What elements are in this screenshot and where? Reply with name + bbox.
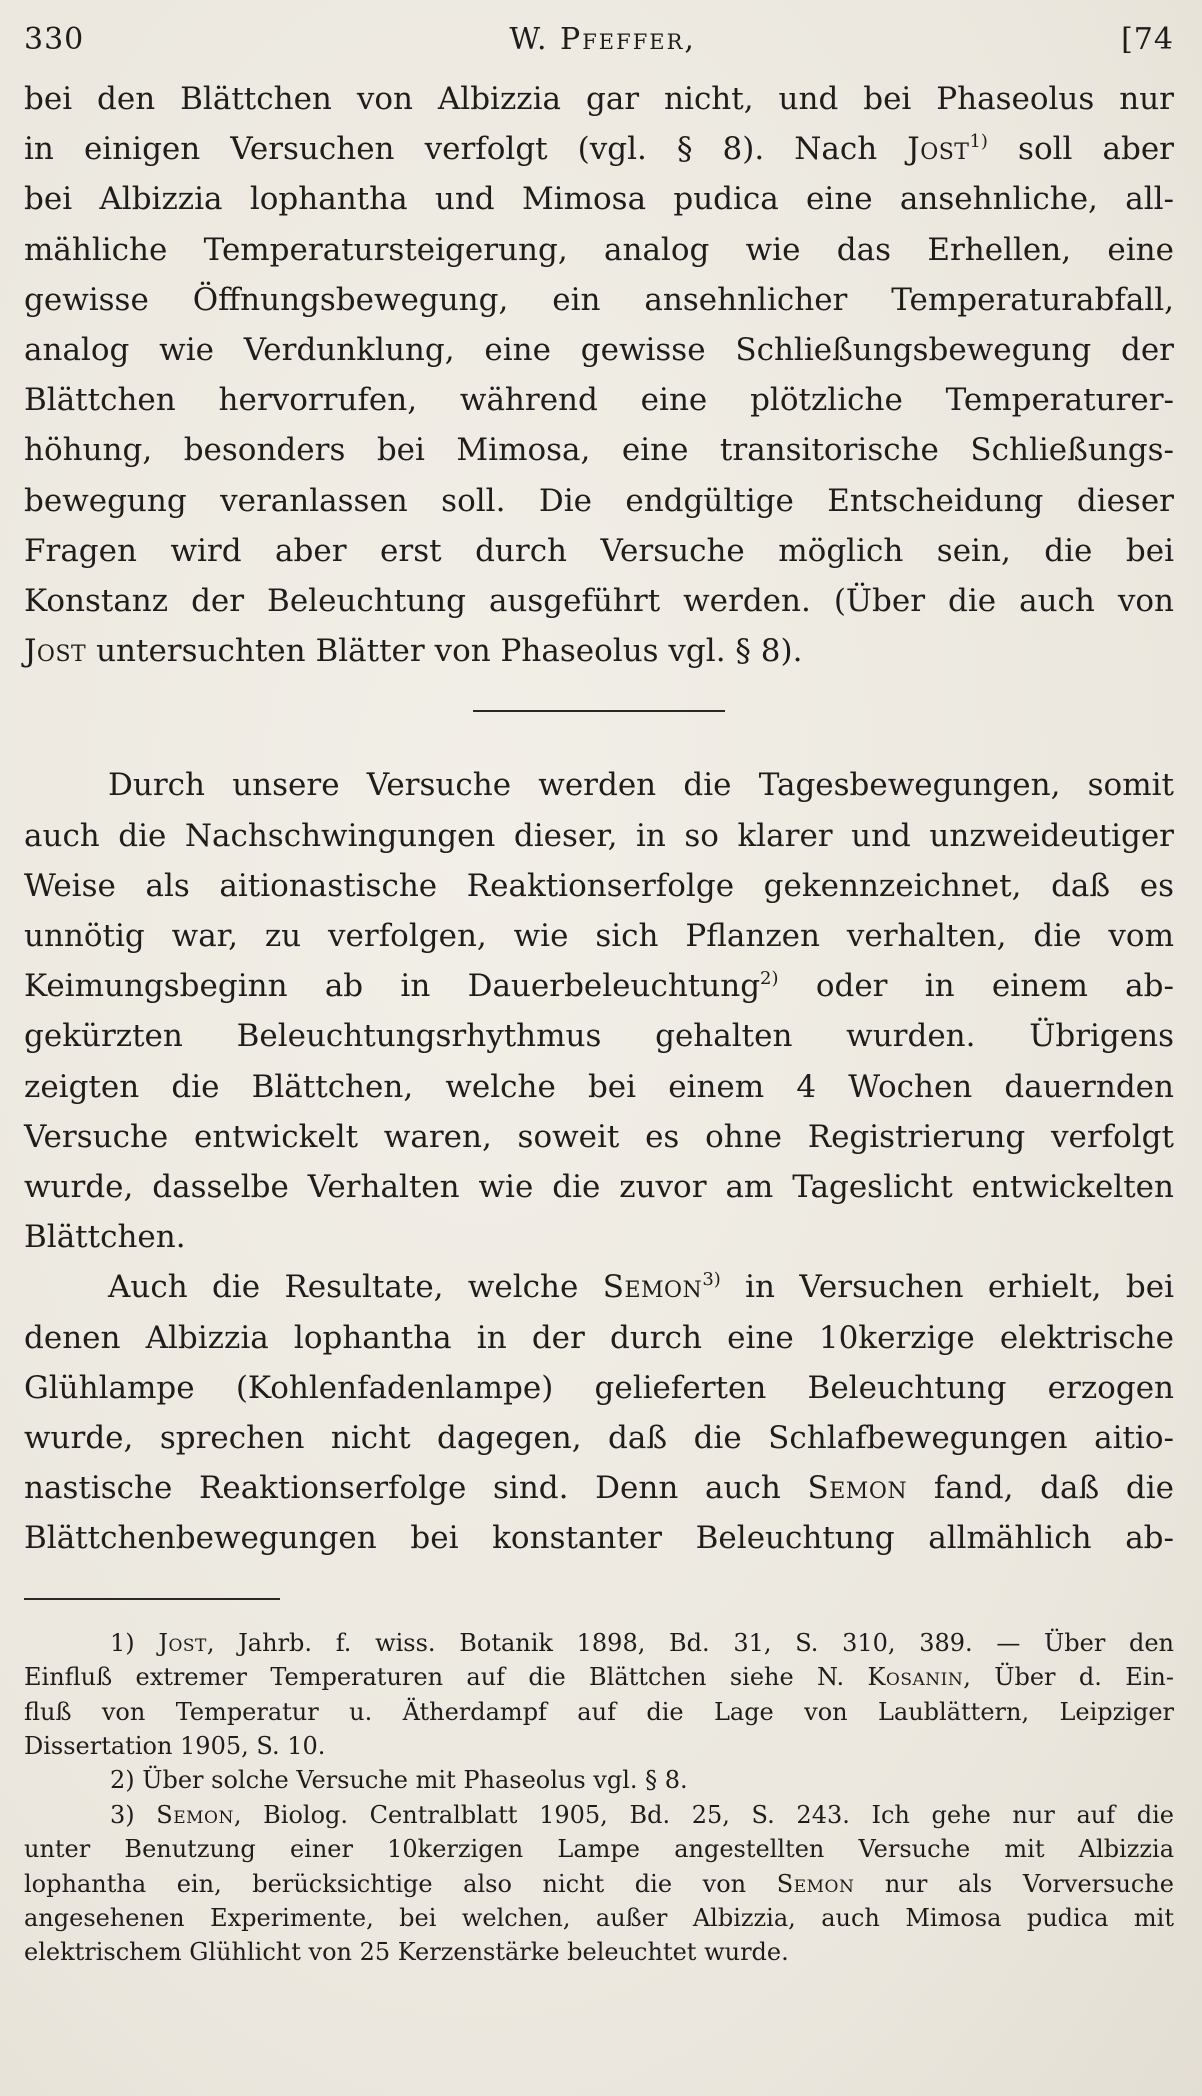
text-line: Blättchen. [24,1219,186,1256]
text-line: Weise als aitionastische Reaktionserfolge gekennzeichnet, daß es [24,867,1174,904]
author-name-jost: Jost [24,633,87,670]
text-span: in Versuchen erhielt, bei [720,1269,1174,1306]
text-span: untersuchten Blätter von Phaseolus vgl. § 8). [86,633,803,670]
footnote-3 [24,1798,1174,1832]
text-line: höhung, besonders bei Mimosa, eine transitorische Schließungs- [24,432,1174,469]
paragraph-durch-unsere-versuche [24,760,1174,1262]
footnote-line [24,1660,1174,1694]
author-name-jost: Jost [907,131,970,168]
text-span: 1) [110,1628,159,1657]
text-line: Blättchenbewegungen bei konstanter Beleuchtung allmählich ab- [24,1520,1174,1557]
text-line: bewegung veranlassen soll. Die endgültige Entscheidung dieser [24,482,1174,519]
footnote-line: fluß von Temperatur u. Ätherdampf auf die Lage von Laublättern, Leipziger [24,1697,1174,1726]
text-span: Auch die Resultate, welche [108,1269,603,1306]
text-line: bei den Blättchen von Albizzia gar nicht, und bei Phaseolus nur [24,81,1174,117]
text-line: mähliche Temperatursteigerung, analog wie das Erhellen, eine [24,231,1174,268]
text-line: bei Albizzia lophantha und Mimosa pudica eine ansehnliche, all- [24,181,1174,218]
paragraph-albizzia-temperature [24,74,1174,676]
text-line: zeigten die Blättchen, welche bei einem 4 Wochen dauernden [24,1068,1174,1105]
text-span: 3) [110,1800,157,1829]
text-line: Durch unsere Versuche werden die Tagesbewegungen, somit [108,767,1174,804]
footnote-rule [24,1598,280,1600]
section-number: [74 [1121,22,1174,57]
author-name-semon: Semon [156,1800,234,1829]
text-span: nastische Reaktionserfolge sind. Denn auch [24,1470,808,1507]
author-name-kosanin: Kosanin [867,1663,964,1692]
text-span: , Über d. Ein- [963,1663,1174,1692]
text-span: soll aber [987,131,1174,168]
text-span: in einigen Versuchen verfolgt (vgl. § 8). Nach [24,131,908,168]
author-name-semon: Semon [776,1869,855,1898]
footnote-ref-3: 3) [702,1269,721,1291]
text-line [24,1262,1174,1312]
text-span: fand, daß die [907,1470,1174,1507]
text-span: nur als Vorversuche [854,1869,1175,1898]
text-line: Glühlampe (Kohlenfadenlampe) gelieferten Beleuchtung erzogen [24,1369,1174,1406]
text-span: oder in einem ab- [778,968,1174,1005]
text-span: lophantha ein, berücksichtige also nicht die von [24,1869,777,1898]
text-line [24,124,1174,174]
paragraph-semon-resultate [24,1262,1174,1563]
author-name-semon: Semon [602,1269,703,1306]
footnote-line: angesehenen Experimente, bei welchen, außer Albizzia, auch Mimosa pudica mit [24,1903,1174,1932]
text-line: unnötig war, zu verfolgen, wie sich Pflanzen verhalten, die vom [24,918,1174,955]
footnote-1 [24,1626,1174,1660]
text-line: wurde, sprechen nicht dagegen, daß die Schlafbewegungen aitio- [24,1420,1174,1457]
text-line: denen Albizzia lophantha in der durch eine 10kerzige elektrische [24,1319,1174,1356]
author-name-jost: Jost [158,1628,207,1657]
footnote-line [24,1867,1174,1901]
footnote-line: elektrischem Glühlicht von 25 Kerzenstärke beleuchtet wurde. [24,1938,789,1967]
text-line [24,961,1174,1011]
text-line: wurde, dasselbe Verhalten wie die zuvor am Tageslicht entwickelten [24,1169,1174,1206]
text-span: Keimungsbeginn ab in Dauerbeleuchtung [24,968,761,1005]
text-line [24,1463,1174,1513]
text-line: Fragen wird aber erst durch Versuche möglich sein, die bei [24,532,1174,569]
text-line: Konstanz der Beleuchtung ausgeführt werden. (Über die auch von [24,583,1174,620]
text-line: Blättchen hervorrufen, während eine plötzliche Temperaturer- [24,382,1174,419]
footnote-line: Dissertation 1905, S. 10. [24,1731,326,1760]
footnote-line: unter Benutzung einer 10kerzigen Lampe angestellten Versuche mit Albizzia [24,1835,1174,1864]
text-span: , Jahrb. f. wiss. Botanik 1898, Bd. 31, S. 310, 389. — Über den [206,1628,1175,1657]
section-divider [473,710,725,712]
page-number: 330 [24,22,85,57]
text-line: auch die Nachschwingungen dieser, in so klarer und unzweideutiger [24,817,1174,854]
text-span: , Biolog. Centralblatt 1905, Bd. 25, S. 243. Ich gehe nur auf die [233,1800,1175,1829]
running-title-author: W. Pfeffer, [509,22,696,57]
text-span: Einfluß extremer Temperaturen auf die Blättchen siehe N. [24,1663,868,1692]
running-head [24,22,1174,74]
footnote-ref-1: 1) [969,131,988,153]
author-name-semon: Semon [807,1470,908,1507]
footnotes [24,1626,1174,1970]
text-line: analog wie Verdunklung, eine gewisse Schließungsbewegung der [24,332,1174,369]
text-line: gewisse Öffnungsbewegung, ein ansehnlicher Temperaturabfall, [24,281,1174,318]
text-line: gekürzten Beleuchtungsrhythmus gehalten wurden. Übrigens [24,1018,1174,1055]
text-line: Versuche entwickelt waren, soweit es ohne Registrierung verfolgt [24,1118,1174,1155]
footnote-ref-2: 2) [760,968,779,990]
text-line [24,626,1174,676]
footnote-2: 2) Über solche Versuche mit Phaseolus vgl. § 8. [110,1766,688,1795]
